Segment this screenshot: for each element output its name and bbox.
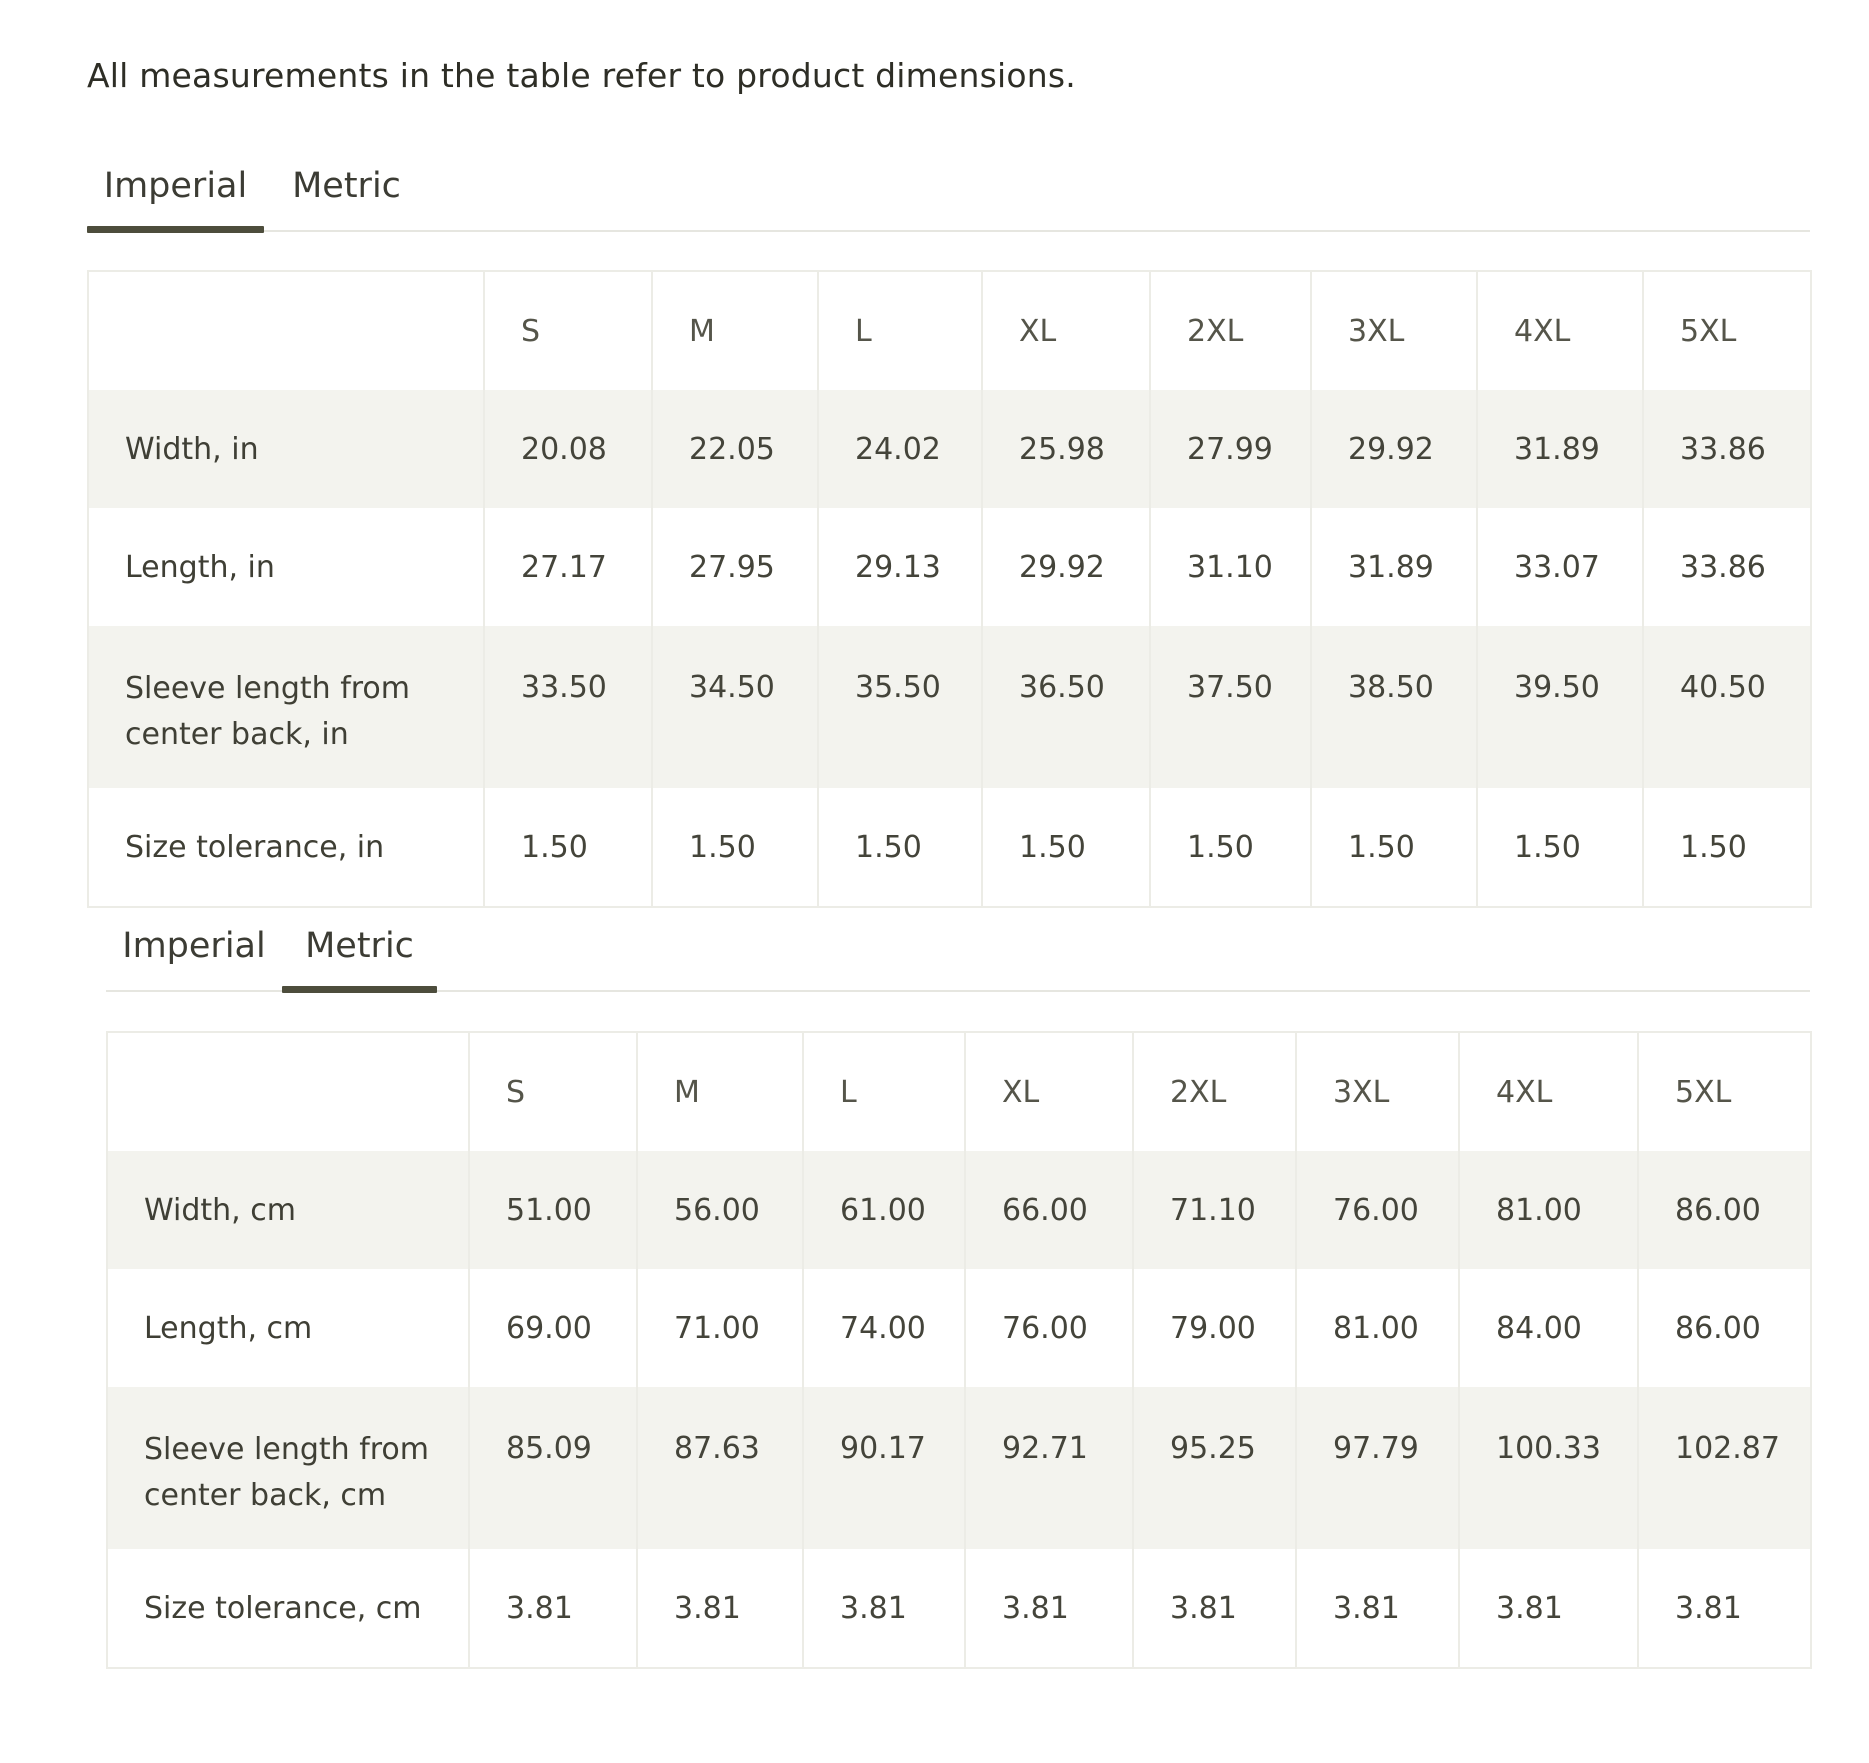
row-label: Width, cm [107,1151,469,1269]
table-row [107,1549,1811,1668]
table-cell: 84.00 [1459,1269,1638,1387]
table-row [107,1387,1811,1549]
size-table-imperial [87,270,1812,908]
row-label: Width, in [88,390,484,508]
size-header: 5XL [1643,271,1811,390]
table-cell: 39.50 [1477,626,1643,788]
table-row [88,390,1811,508]
table-cell: 33.50 [484,626,652,788]
unit-tabs-metric-section [106,914,1810,992]
size-header: L [803,1032,965,1151]
table-cell: 31.89 [1311,508,1477,626]
intro-text: All measurements in the table refer to product dimensions. [87,56,1076,95]
table-cell: 76.00 [1296,1151,1459,1269]
tab-metric[interactable]: Metric [292,166,401,206]
row-label: Length, in [88,508,484,626]
table-cell: 1.50 [1311,788,1477,907]
table-cell: 33.86 [1643,508,1811,626]
table-cell: 27.17 [484,508,652,626]
table-cell: 3.81 [803,1549,965,1668]
table-cell: 31.89 [1477,390,1643,508]
table-row [107,1151,1811,1269]
size-header-row [88,271,1811,390]
size-header: XL [982,271,1150,390]
table-cell: 79.00 [1133,1269,1296,1387]
table-cell: 3.81 [1133,1549,1296,1668]
tab-metric[interactable]: Metric [282,914,437,990]
table-cell: 61.00 [803,1151,965,1269]
table-cell: 27.95 [652,508,818,626]
table-cell: 100.33 [1459,1387,1638,1549]
table-cell: 1.50 [1643,788,1811,907]
table-cell: 34.50 [652,626,818,788]
table-cell: 29.92 [982,508,1150,626]
row-label: Sleeve length from center back, in [88,626,484,788]
table-cell: 87.63 [637,1387,803,1549]
size-header: S [484,271,652,390]
table-cell: 1.50 [652,788,818,907]
corner-cell [107,1032,469,1151]
table-cell: 36.50 [982,626,1150,788]
table-cell: 40.50 [1643,626,1811,788]
tab-imperial[interactable]: Imperial [122,926,266,966]
size-table-metric [106,1031,1812,1669]
table-cell: 1.50 [982,788,1150,907]
table-cell: 86.00 [1638,1269,1811,1387]
table-cell: 102.87 [1638,1387,1811,1549]
size-header: 2XL [1150,271,1311,390]
table-cell: 3.81 [1296,1549,1459,1668]
table-cell: 20.08 [484,390,652,508]
table-cell: 76.00 [965,1269,1133,1387]
table-cell: 35.50 [818,626,982,788]
table-cell: 90.17 [803,1387,965,1549]
table-cell: 38.50 [1311,626,1477,788]
size-header-row [107,1032,1811,1151]
table-cell: 3.81 [469,1549,637,1668]
table-cell: 81.00 [1459,1151,1638,1269]
corner-cell [88,271,484,390]
table-cell: 37.50 [1150,626,1311,788]
table-cell: 71.00 [637,1269,803,1387]
size-header: M [652,271,818,390]
table-cell: 85.09 [469,1387,637,1549]
table-cell: 22.05 [652,390,818,508]
table-cell: 29.92 [1311,390,1477,508]
table-row [107,1269,1811,1387]
table-row [88,788,1811,907]
table-cell: 3.81 [1638,1549,1811,1668]
table-cell: 3.81 [1459,1549,1638,1668]
table-cell: 1.50 [1150,788,1311,907]
row-label: Length, cm [107,1269,469,1387]
table-cell: 3.81 [637,1549,803,1668]
size-header: 2XL [1133,1032,1296,1151]
row-label: Size tolerance, cm [107,1549,469,1668]
table-cell: 69.00 [469,1269,637,1387]
size-header: M [637,1032,803,1151]
row-label: Size tolerance, in [88,788,484,907]
table-cell: 1.50 [818,788,982,907]
table-cell: 56.00 [637,1151,803,1269]
size-header: 3XL [1296,1032,1459,1151]
table-cell: 33.86 [1643,390,1811,508]
table-cell: 33.07 [1477,508,1643,626]
table-cell: 29.13 [818,508,982,626]
unit-tabs-imperial-section [87,154,1810,232]
table-cell: 1.50 [1477,788,1643,907]
tab-imperial[interactable]: Imperial [87,154,264,230]
table-cell: 1.50 [484,788,652,907]
size-header: XL [965,1032,1133,1151]
table-cell: 71.10 [1133,1151,1296,1269]
table-cell: 86.00 [1638,1151,1811,1269]
table-cell: 25.98 [982,390,1150,508]
table-cell: 51.00 [469,1151,637,1269]
table-cell: 81.00 [1296,1269,1459,1387]
table-cell: 66.00 [965,1151,1133,1269]
table-cell: 74.00 [803,1269,965,1387]
table-cell: 24.02 [818,390,982,508]
size-header: 4XL [1459,1032,1638,1151]
size-header: S [469,1032,637,1151]
table-row [88,626,1811,788]
table-cell: 3.81 [965,1549,1133,1668]
row-label: Sleeve length from center back, cm [107,1387,469,1549]
table-cell: 97.79 [1296,1387,1459,1549]
table-cell: 27.99 [1150,390,1311,508]
size-header: 4XL [1477,271,1643,390]
table-cell: 31.10 [1150,508,1311,626]
table-row [88,508,1811,626]
table-cell: 92.71 [965,1387,1133,1549]
size-header: L [818,271,982,390]
size-header: 5XL [1638,1032,1811,1151]
table-cell: 95.25 [1133,1387,1296,1549]
size-header: 3XL [1311,271,1477,390]
